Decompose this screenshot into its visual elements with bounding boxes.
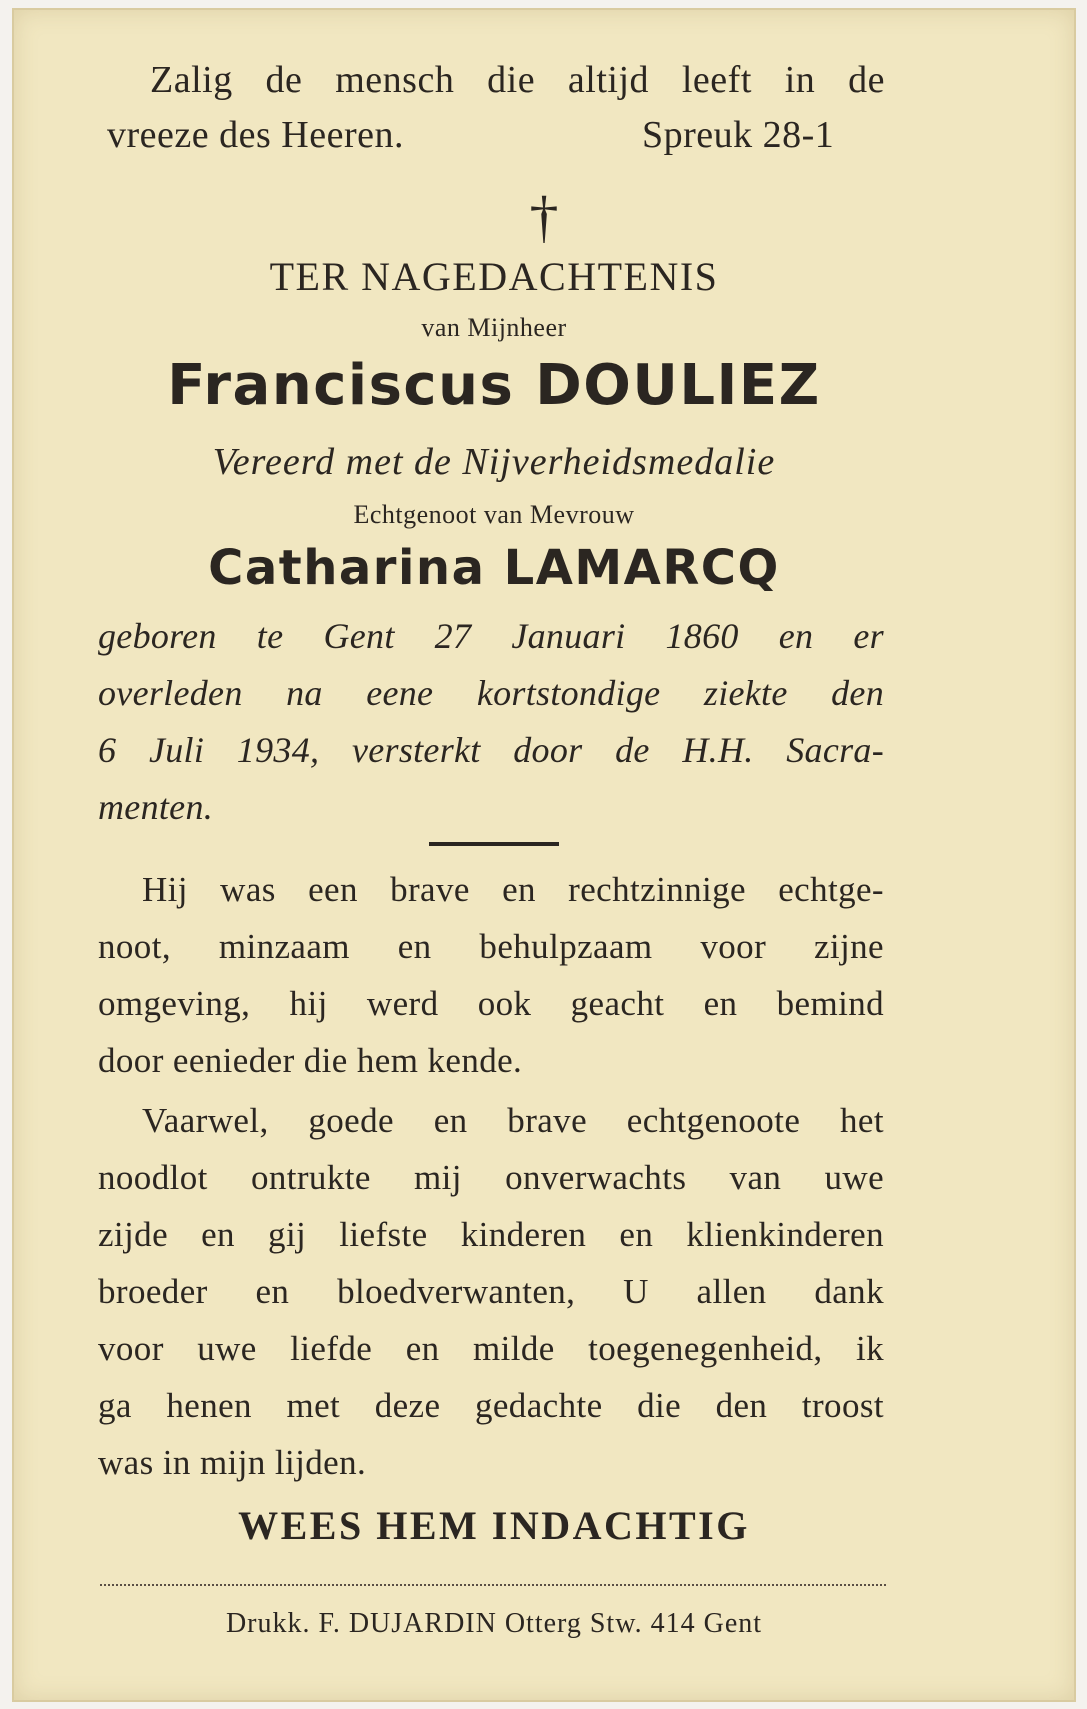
paragraph-line: ga henen met deze gedachte die den troost xyxy=(98,1386,884,1425)
spouse-name: Catharina LAMARCQ xyxy=(208,540,780,596)
memorial-card xyxy=(12,8,1076,1702)
honor-line: Vereerd met de Nijverheidsmedalie xyxy=(212,441,776,483)
memorial-title: TER NAGEDACHTENIS xyxy=(269,254,719,299)
paragraph-line: noodlot ontrukte mij onverwachts van uwe xyxy=(98,1158,884,1197)
paragraph-line: door eenieder die hem kende. xyxy=(98,1041,523,1080)
biography-line: menten. xyxy=(98,787,214,827)
proverb-reference: Spreuk 28-1 xyxy=(642,114,835,156)
cross-icon: † xyxy=(529,184,559,249)
paragraph-line: zijde en gij liefste kinderen en klienkinderen xyxy=(98,1215,884,1254)
paragraph-line: voor uwe liefde en milde toegenegenheid, ik xyxy=(98,1329,884,1368)
paragraph-line: noot, minzaam en behulpzaam voor zijne xyxy=(98,927,884,966)
footer-rule xyxy=(100,1584,886,1586)
proverb-line-2: vreeze des Heeren. xyxy=(107,114,404,156)
proverb-line-1: Zalig de mensch die altijd leeft in de xyxy=(150,59,885,101)
deceased-name: Franciscus DOULIEZ xyxy=(167,353,821,418)
biography-line: overleden na eene kortstondige ziekte den xyxy=(98,673,884,713)
paragraph-line: omgeving, hij werd ook geacht en bemind xyxy=(98,984,884,1023)
paragraph-line: was in mijn lijden. xyxy=(98,1443,367,1482)
closing-line: WEES HEM INDACHTIG xyxy=(238,1503,750,1548)
spouse-preface: Echtgenoot van Mevrouw xyxy=(353,500,635,529)
biography-line: 6 Juli 1934, versterkt door de H.H. Sacra- xyxy=(98,730,884,770)
biography-line: geboren te Gent 27 Januari 1860 en er xyxy=(98,616,884,656)
paragraph-line: Hij was een brave en rechtzinnige echtge- xyxy=(142,870,884,909)
deceased-preface: van Mijnheer xyxy=(421,313,567,342)
printer-imprint: Drukk. F. DUJARDIN Otterg Stw. 414 Gent xyxy=(225,1608,763,1639)
paragraph-line: broeder en bloedverwanten, U allen dank xyxy=(98,1272,884,1311)
paragraph-line: Vaarwel, goede en brave echtgenoote het xyxy=(142,1101,884,1140)
divider-rule xyxy=(429,842,559,846)
